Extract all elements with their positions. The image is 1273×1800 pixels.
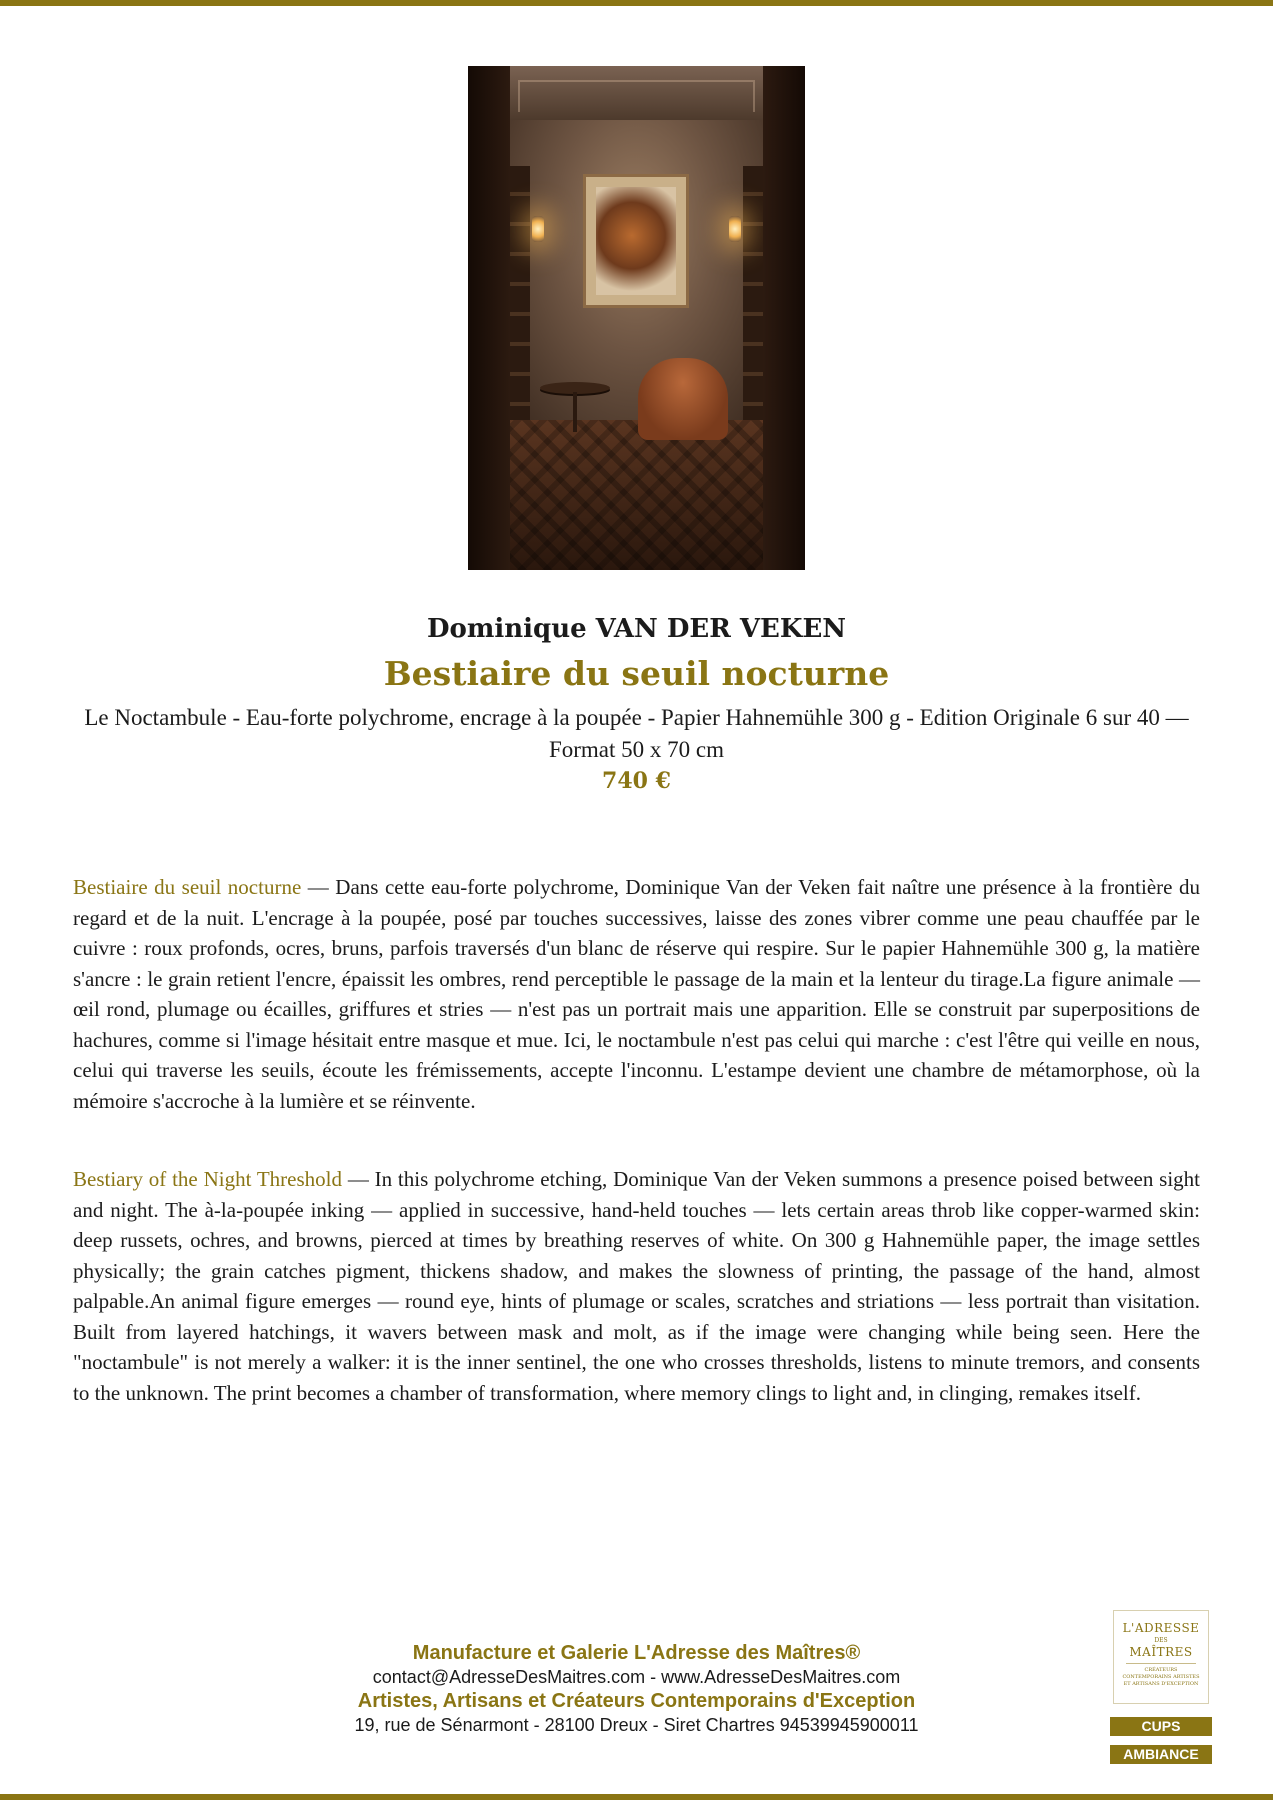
- footer-tagline: Artistes, Artisans et Créateurs Contemporains d'Exception: [357, 1690, 916, 1712]
- artwork-title: Bestiaire du seuil nocturne: [383, 654, 890, 693]
- logo-line-4: CRÉATEURS CONTEMPORAINS ARTISTES ET ARTISANS D'EXCEPTION: [1122, 1667, 1200, 1687]
- logo-line-1: L'ADRESSE: [1122, 1621, 1200, 1635]
- artwork-price: 740 €: [602, 768, 671, 794]
- logo-divider: [1126, 1663, 1196, 1664]
- gallery-logo: [1113, 1610, 1209, 1704]
- description-french: [73, 872, 1200, 1116]
- logo-line-2: DES: [1154, 1637, 1168, 1644]
- photo-doorframe-right: [763, 66, 805, 570]
- footer-address: 19, rue de Sénarmont - 28100 Dreux - Siret Chartres 94539945900011: [354, 1715, 919, 1735]
- description-english: [73, 1164, 1200, 1408]
- photo-side-table: [540, 382, 610, 394]
- footer: [0, 1640, 1273, 1736]
- footer-gallery-name: Manufacture et Galerie L'Adresse des Maîtres®: [412, 1642, 861, 1664]
- cups-badge: CUPS: [1110, 1717, 1212, 1736]
- artwork-details: Le Noctambule - Eau-forte polychrome, encrage à la poupée - Papier Hahnemühle 300 g - Edition Originale 6 sur 40 — Format 50 x 70 cm: [84, 705, 1189, 762]
- photo-framed-print: [583, 174, 689, 308]
- ambiance-badge: AMBIANCE: [1110, 1745, 1212, 1764]
- logo-line-3: MAÎTRES: [1129, 1645, 1193, 1659]
- photo-doorframe-left: [468, 66, 510, 570]
- photo-ceiling: [468, 66, 805, 120]
- photo-herringbone-floor: [468, 420, 805, 570]
- photo-print-artwork: [596, 187, 676, 295]
- photo-wall-sconce-left: [532, 216, 544, 242]
- description-french-lead: Bestiaire du seuil nocturne: [73, 875, 302, 899]
- artist-name: Dominique VAN DER VEKEN: [426, 614, 847, 644]
- description-french-text: — Dans cette eau-forte polychrome, Dominique Van der Veken fait naître une présence à la frontière du regard et de la nuit. L'encrage à la poupée, posé par touches successives, laisse des zones vibrer comme une peau chauffée par le cuivre : roux profonds, ocres, bruns, parfois traversés d'un blanc de réserve qui respire. Sur le papier Hahnemühle 300 g, la matière s'ancre : le grain retient l'encre, épaissit les ombres, rend perceptible le passage de la main et la lenteur du tirage.La figure animale — œil rond, plumage ou écailles, griffures et stries — n'est pas un portrait mais une apparition. Elle se construit par superpositions de hachures, comme si l'image hésitait entre masque et mue. Ici, le noctambule n'est pas celui qui marche : c'est l'être qui veille en nous, celui qui traverse les seuils, écoute les frémissements, accepte l'inconnu. L'estampe devient une chambre de métamorphose, où la mémoire s'accroche à la lumière et se réinvente.: [73, 875, 1200, 1113]
- top-accent-bar: [0, 0, 1273, 6]
- description-english-text: — In this polychrome etching, Dominique Van der Veken summons a presence poised between sight and night. The à-la-poupée inking — applied in successive, hand-held touches — lets certain areas throb like copper-warmed skin: deep russets, ochres, and browns, pierced at times by breathing reserves of white. On 300 g Hahnemühle paper, the image settles physically; the grain catches pigment, thickens shadow, and makes the slowness of printing, the passage of the hand, almost palpable.An animal figure emerges — round eye, hints of plumage or scales, scratches and striations — less portrait than visitation. Built from layered hatchings, it wavers between mask and molt, as if the image were changing while being seen. Here the "noctambule" is not merely a walker: it is the inner sentinel, the one who crosses thresholds, listens to minute tremors, and consents to the unknown. The print becomes a chamber of transformation, where memory clings to light and, in clinging, remakes itself.: [73, 1167, 1200, 1405]
- photo-bookshelf-right: [743, 166, 763, 426]
- artwork-room-photo: [468, 66, 805, 570]
- photo-wall-sconce-right: [729, 216, 741, 242]
- footer-contact: contact@AdresseDesMaitres.com - www.AdresseDesMaitres.com: [372, 1667, 901, 1687]
- photo-bookshelf-left: [510, 166, 530, 426]
- description-english-lead: Bestiary of the Night Threshold: [73, 1167, 342, 1191]
- photo-armchair: [638, 358, 728, 440]
- bottom-accent-bar: [0, 1794, 1273, 1800]
